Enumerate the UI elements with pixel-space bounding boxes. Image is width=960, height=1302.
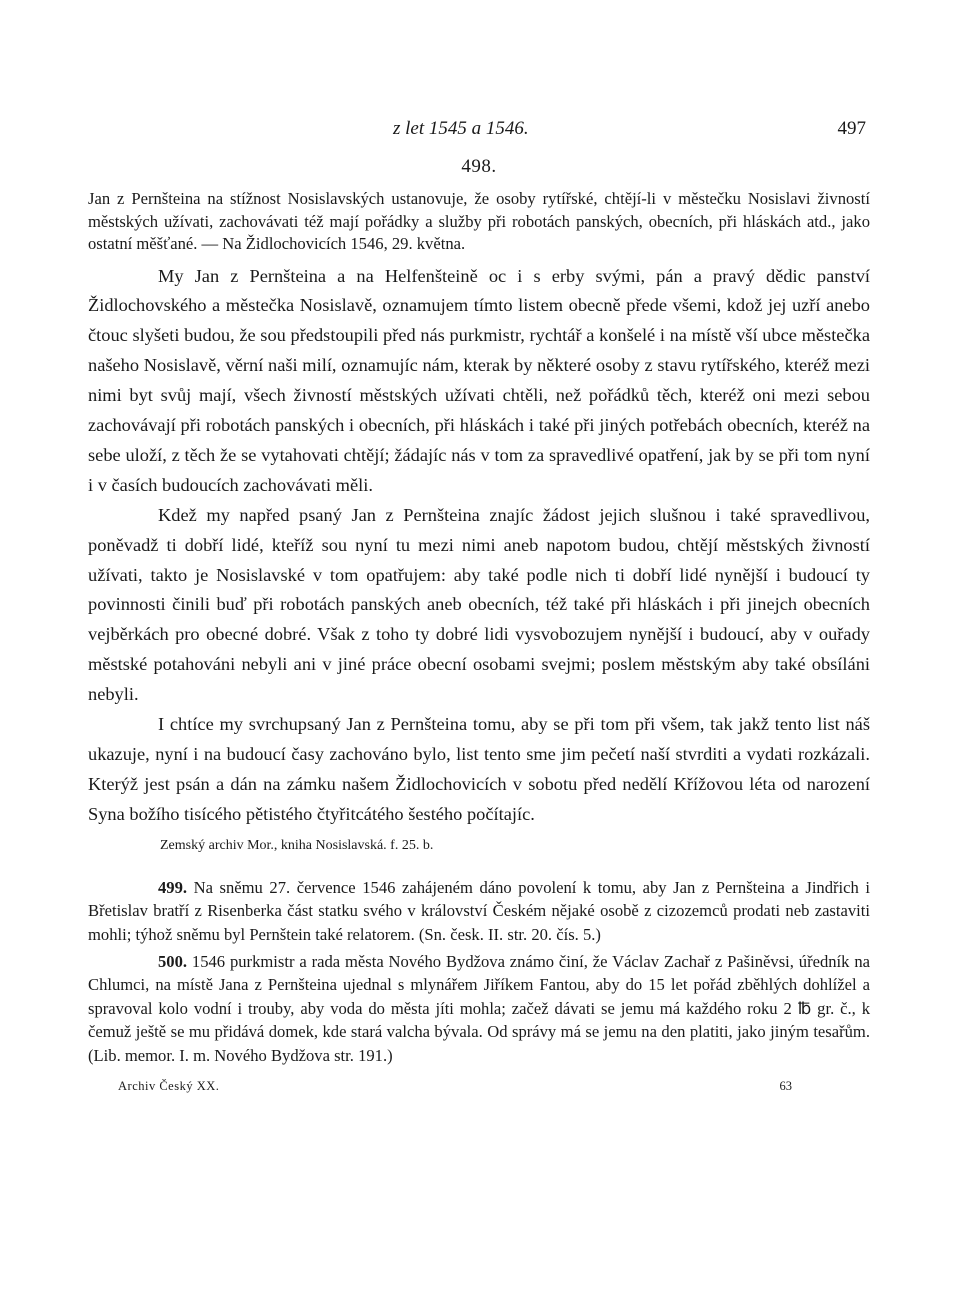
entry-499	[88, 876, 870, 946]
document-paragraph-3: I chtíce my svrchupsaný Jan z Pernšteina tomu, aby se při tom při všem, tak jakž tento list náš ukazuje, nyní i na budoucí časy zachováno bylo, list tento sme jim pečetí naší stvrditi a vydati rozkázali. Kterýž jest psán a dán na zámku našem Židlochovicích v sobotu před nedělí Křížovou léta od narození Syna božího tisícého pětistého čtyřitcátého šestého počítajíc.	[88, 714, 870, 824]
entry-500-text: 1546 purkmistr a rada města Nového Bydžova známo činí, že Václav Zachař z Pašiněvsi, úředník na Chlumci, na místě Jana z Pernšteina ujednal s mlynářem Jiříkem Fantou, aby do 15 let pořád zběhlých dohlížel a spravoval kolo vodní i trouby, aby voda do města jíti mohla; začež dávati se jemu má každého roku 2 ℔ gr. č., k čemuž ještě se mu přidává domek, kde stará valcha bývala. Od správy má se jemu na den platiti, jako jiným tesařům. (Lib. memor. I. m. Nového Bydžova str. 191.)	[88, 951, 870, 1065]
entry-499-text: Na sněmu 27. července 1546 zahájeném dáno povolení k tomu, aby Jan z Pernšteina a Jindřich i Břetislav bratří z Risenberka část statku svého v království Českém nějaké osobě z cizozemců prodati neb zastaviti mohli; týhož sněmu byl Pernštein také relatorem. (Sn. česk. II. str. 20. čís. 5.)	[88, 877, 870, 944]
entry-500	[88, 950, 870, 1067]
source-citation: Zemský archiv Mor., kniha Nosislavská. f. 25. b.	[160, 837, 434, 853]
document-paragraph-2: Kdež my napřed psaný Jan z Pernšteina znajíc žádost jejich slušnou i také spravedlivou, poněvadž ti dobří lidé, kteříž sou nyní tu mezi nimi aneb napotom budou, chtějí městských živností užívati, takto je Nosislavské v tom opatřujem: aby také podle nich ti dobří lidé nynější i budoucí ty povinnosti činili buď při robotách panských aneb obecních, též také při hláskách i při jinejch obecních vejběrkách pro obecné dobré. Však z toho ty dobré lidi vysvobozujem nynější i budoucí, aby v ouřady městské potahováni nebyli ani v jiné práce obecní osobami svejmi; poslem městským aby také obsíláni nebyli.	[88, 504, 870, 705]
entry-500-number: 500.	[158, 951, 188, 971]
running-head	[88, 118, 870, 148]
page-number: 497	[837, 118, 866, 139]
entry-499-number: 499.	[158, 877, 188, 897]
document-regest: Jan z Pernšteina na stížnost Nosislavských ustanovuje, že osoby rytířské, chtějí-li v městečku Nosislavi živností městských užívati, zachovávati též mají pořádky a služby při robotách panských, obecních, při hláskách atd., jako ostatní měšťané. — Na Židlochovicích 1546, 29. května.	[88, 189, 870, 253]
document-paragraph-1: My Jan z Pernšteina a na Helfenšteině oc i s erby svými, pán a pravý dědic panství Židlochovského a městečka Nosislavě, oznamujem tímto listem obecně přede všemi, kdož jej uzří anebo čtouc slyšeti budou, že sou předstoupili před nás purkmistr, rychtář a konšelé i na místě vší ubce městečka našeho Nosislavě, věrní naši milí, oznamujíc nám, kterak by některé osoby z stavu rytířského, kteréž mezi nimi byt svůj mají, všech živností městských užívati chtěli, než pořádků těch, kteréž oni mezi sebou zachovávají při robotách panských i obecních, při hláskách i také při jiných potřebách obecních, kteréž na sebe uloží, z těch že se vytahovati chtějí; žádajíc nás v tom za spravedlivé opatření, jak by se při tom nyní i v časích budoucích zachovávati měli.	[88, 265, 870, 495]
page	[88, 118, 870, 1101]
page-footer	[88, 1079, 870, 1101]
footer-sheet-number: 63	[779, 1078, 792, 1093]
document-number: 498.	[461, 156, 497, 177]
footer-signature: Archiv Český XX.	[118, 1078, 220, 1093]
running-head-title: z let 1545 a 1546.	[393, 118, 529, 139]
